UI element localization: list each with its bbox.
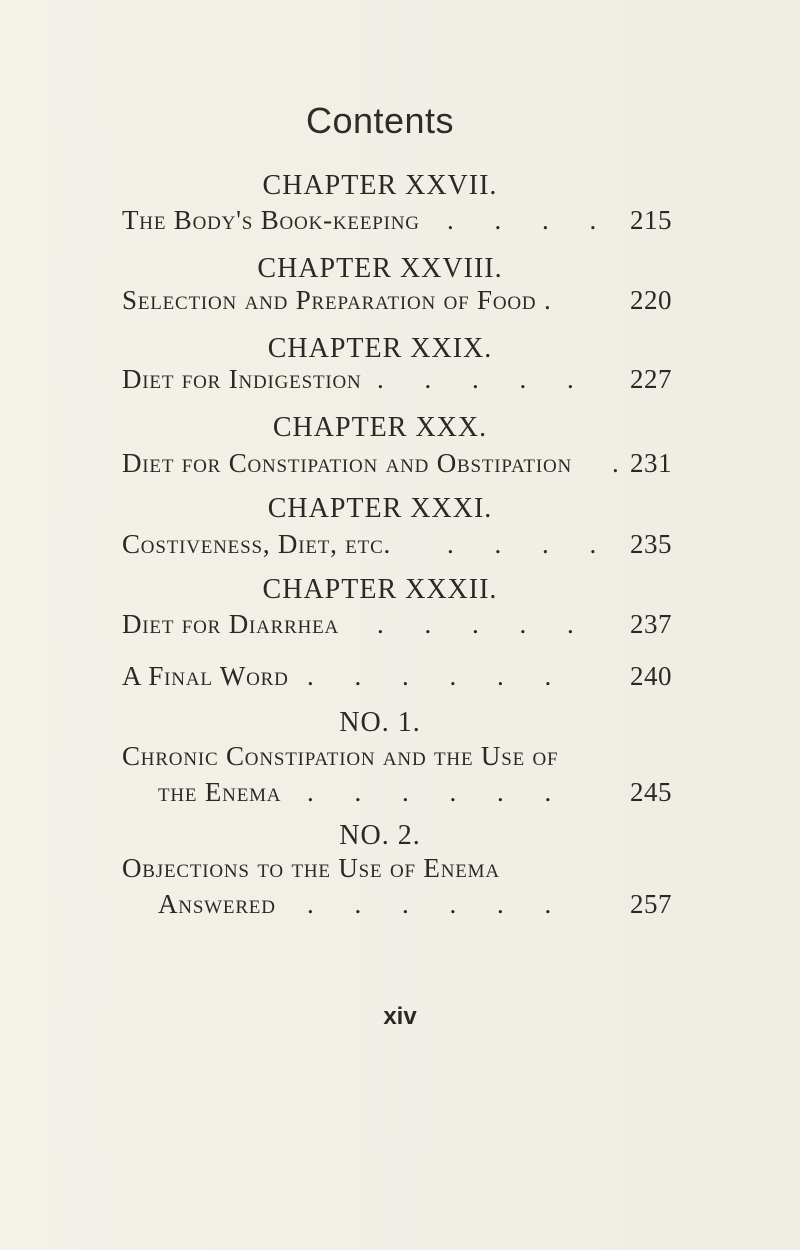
chapter-heading: CHAPTER XXX. [272, 412, 488, 443]
chapter-heading: CHAPTER XXIX. [267, 333, 493, 364]
toc-entry-leader: . . . . . [377, 609, 591, 639]
toc-entry-page: 227 [630, 364, 672, 394]
toc-entry-leader: . . . . . . [307, 777, 569, 807]
toc-entry-leader: . [612, 448, 636, 478]
toc-entry-leader: . . . . [447, 529, 614, 559]
toc-entry[interactable] [122, 853, 682, 925]
toc-entry-page: 240 [630, 661, 672, 691]
toc-entry-title: The Body's Book-keeping [122, 205, 420, 235]
toc-entry-title: Diet for Constipation and Obstipation [122, 448, 573, 478]
appendix-heading: NO. 2. [339, 820, 421, 851]
toc-entry-title: Costiveness, Diet, etc. [122, 529, 392, 559]
toc-entry-title-continued: the Enema [158, 777, 282, 807]
toc-entry-leader: . . . . . . [307, 889, 569, 919]
chapter-heading: CHAPTER XXVII. [262, 170, 498, 201]
toc-entry-leader: . . . . . . [307, 661, 569, 691]
toc-entry-title: Chronic Constipation and the Use of [122, 741, 559, 771]
toc-entry-title-continued: Answered [158, 889, 276, 919]
toc-entry-title: Diet for Diarrhea [122, 609, 340, 639]
appendix-heading: NO. 1. [339, 707, 421, 738]
toc-entry-leader: . . . . . [377, 364, 591, 394]
toc-entry-page: 245 [630, 777, 672, 807]
chapter-heading: CHAPTER XXXI. [267, 493, 493, 524]
toc-entry-page: 231 [630, 448, 672, 478]
toc-entry-title: Diet for Indigestion [122, 364, 362, 394]
toc-entry-page: 257 [630, 889, 672, 919]
chapter-heading: CHAPTER XXXII. [262, 574, 498, 605]
chapter-heading: CHAPTER XXVIII. [257, 253, 503, 284]
toc-entry[interactable] [122, 741, 682, 813]
toc-entry-page: 220 [630, 285, 672, 315]
page-title: Contents [305, 100, 455, 141]
toc-entry-page: 237 [630, 609, 672, 639]
toc-entry-title: A Final Word [122, 661, 289, 691]
page-folio: xiv [383, 1003, 417, 1030]
toc-entry-title: Selection and Preparation of Food . [122, 285, 552, 315]
toc-entry-leader: . . . . [447, 205, 614, 235]
toc-entry-page: 215 [630, 205, 672, 235]
toc-entry-page: 235 [630, 529, 672, 559]
toc-entry-title: Objections to the Use of Enema [122, 853, 500, 883]
